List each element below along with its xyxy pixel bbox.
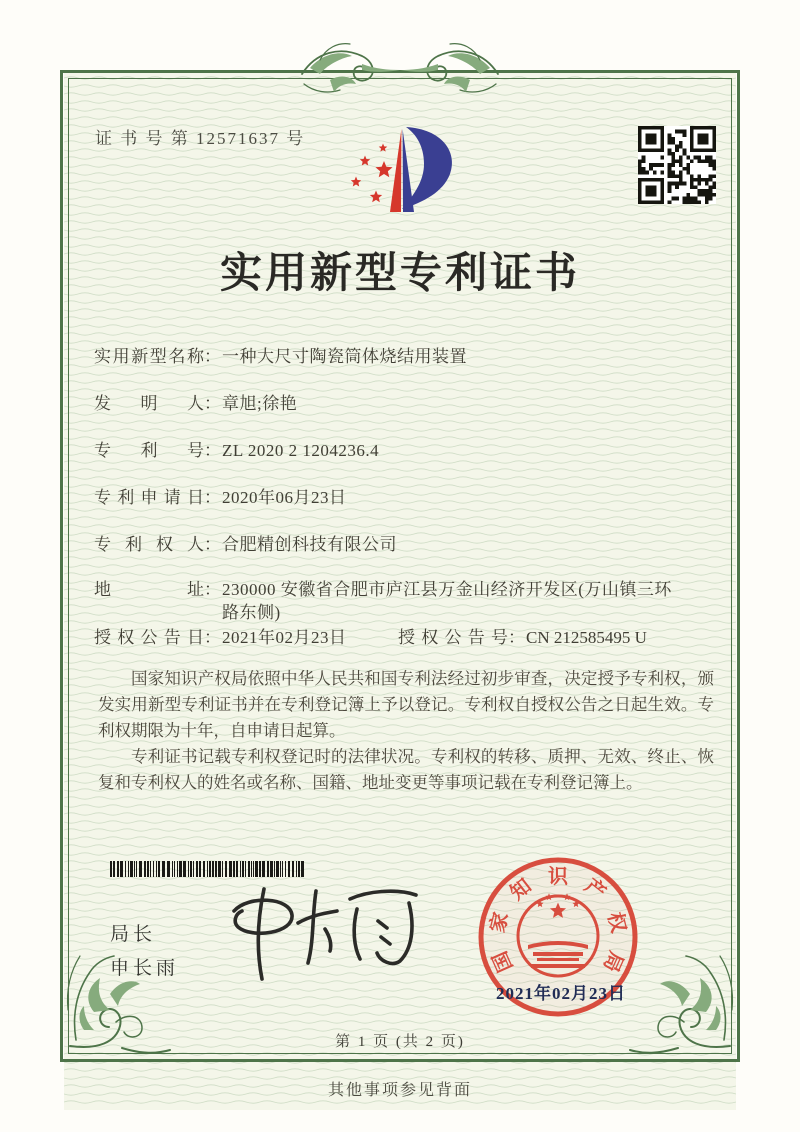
legal-paragraphs bbox=[98, 666, 714, 796]
svg-text:国: 国 bbox=[489, 947, 518, 976]
certificate-body bbox=[64, 72, 736, 1072]
grant-date-value: 2021年02月23日 bbox=[222, 628, 347, 647]
field-value: 章旭;徐艳 bbox=[222, 394, 298, 413]
commissioner-name: 申长雨 bbox=[110, 958, 180, 979]
field-row-name bbox=[94, 347, 714, 367]
paragraph-register-statement: 专利证书记载专利权登记时的法律状况。专利权的转移、质押、无效、终止、恢复和专利权人的姓名或名称、国籍、地址变更等事项记载在专利登记簿上。 bbox=[98, 747, 714, 792]
field-row-patentee bbox=[94, 535, 714, 555]
field-value: 合肥精创科技有限公司 bbox=[222, 535, 397, 554]
field-colon: ： bbox=[204, 628, 221, 647]
field-row-patent-no bbox=[94, 441, 714, 461]
field-label: 地址 bbox=[94, 580, 204, 599]
field-colon: ： bbox=[508, 628, 525, 647]
field-colon: ： bbox=[204, 347, 221, 366]
commissioner-title: 局长 bbox=[110, 924, 157, 945]
svg-text:产: 产 bbox=[580, 874, 610, 905]
certificate-number: 证 书 号 第 12571637 号 bbox=[95, 129, 306, 148]
field-label: 专利申请日 bbox=[94, 488, 204, 507]
field-label: 专利权人 bbox=[94, 535, 204, 554]
bottom-left-flourish-ornament bbox=[64, 950, 172, 1062]
certificate-title: 实用新型专利证书 bbox=[219, 251, 580, 297]
field-colon: ： bbox=[204, 535, 221, 554]
svg-text:局: 局 bbox=[598, 947, 627, 976]
field-colon: ： bbox=[204, 488, 221, 507]
svg-text:家: 家 bbox=[486, 910, 513, 935]
seal-date-stamp: 2021年02月23日 bbox=[496, 984, 626, 1003]
paragraph-grant-statement: 国家知识产权局依照中华人民共和国专利法经过初步审查，决定授予专利权，颁发实用新型专利证书并在专利登记簿上予以登记。专利权自授权公告之日起生效。专利权期限为十年，自申请日起算。 bbox=[98, 669, 714, 740]
field-value: 230000 安徽省合肥市庐江县万金山经济开发区(万山镇三环路东侧) bbox=[222, 580, 672, 622]
qr-code bbox=[638, 126, 716, 204]
field-colon: ： bbox=[204, 394, 221, 413]
grant-no-value: CN 212585495 U bbox=[526, 628, 647, 647]
svg-text:知: 知 bbox=[506, 874, 536, 905]
field-value: 2020年06月23日 bbox=[222, 488, 347, 507]
field-label: 专利号 bbox=[94, 441, 204, 460]
top-flourish-ornament bbox=[300, 40, 500, 100]
field-value: ZL 2020 2 1204236.4 bbox=[222, 441, 380, 460]
grant-no-label: 授权公告号 bbox=[398, 628, 508, 647]
field-row-grant bbox=[94, 628, 714, 648]
cnipa-logo-icon bbox=[332, 112, 480, 216]
bottom-right-flourish-ornament bbox=[628, 950, 736, 1062]
svg-text:权: 权 bbox=[603, 910, 630, 935]
field-row-inventor bbox=[94, 394, 714, 414]
back-side-note: 其他事项参见背面 bbox=[327, 1082, 472, 1099]
field-label: 实用新型名称 bbox=[94, 347, 204, 366]
commissioner-signature bbox=[204, 867, 464, 997]
svg-text:识: 识 bbox=[548, 866, 568, 888]
field-row-filing-date bbox=[94, 488, 714, 508]
field-row-address bbox=[94, 578, 714, 624]
grant-date-label: 授权公告日 bbox=[94, 628, 204, 647]
field-value: 一种大尺寸陶瓷筒体烧结用装置 bbox=[222, 347, 467, 366]
page-number: 第 1 页 (共 2 页) bbox=[335, 1034, 465, 1050]
field-label: 发明人 bbox=[94, 394, 204, 413]
field-colon: ： bbox=[204, 580, 221, 599]
field-colon: ： bbox=[204, 441, 221, 460]
